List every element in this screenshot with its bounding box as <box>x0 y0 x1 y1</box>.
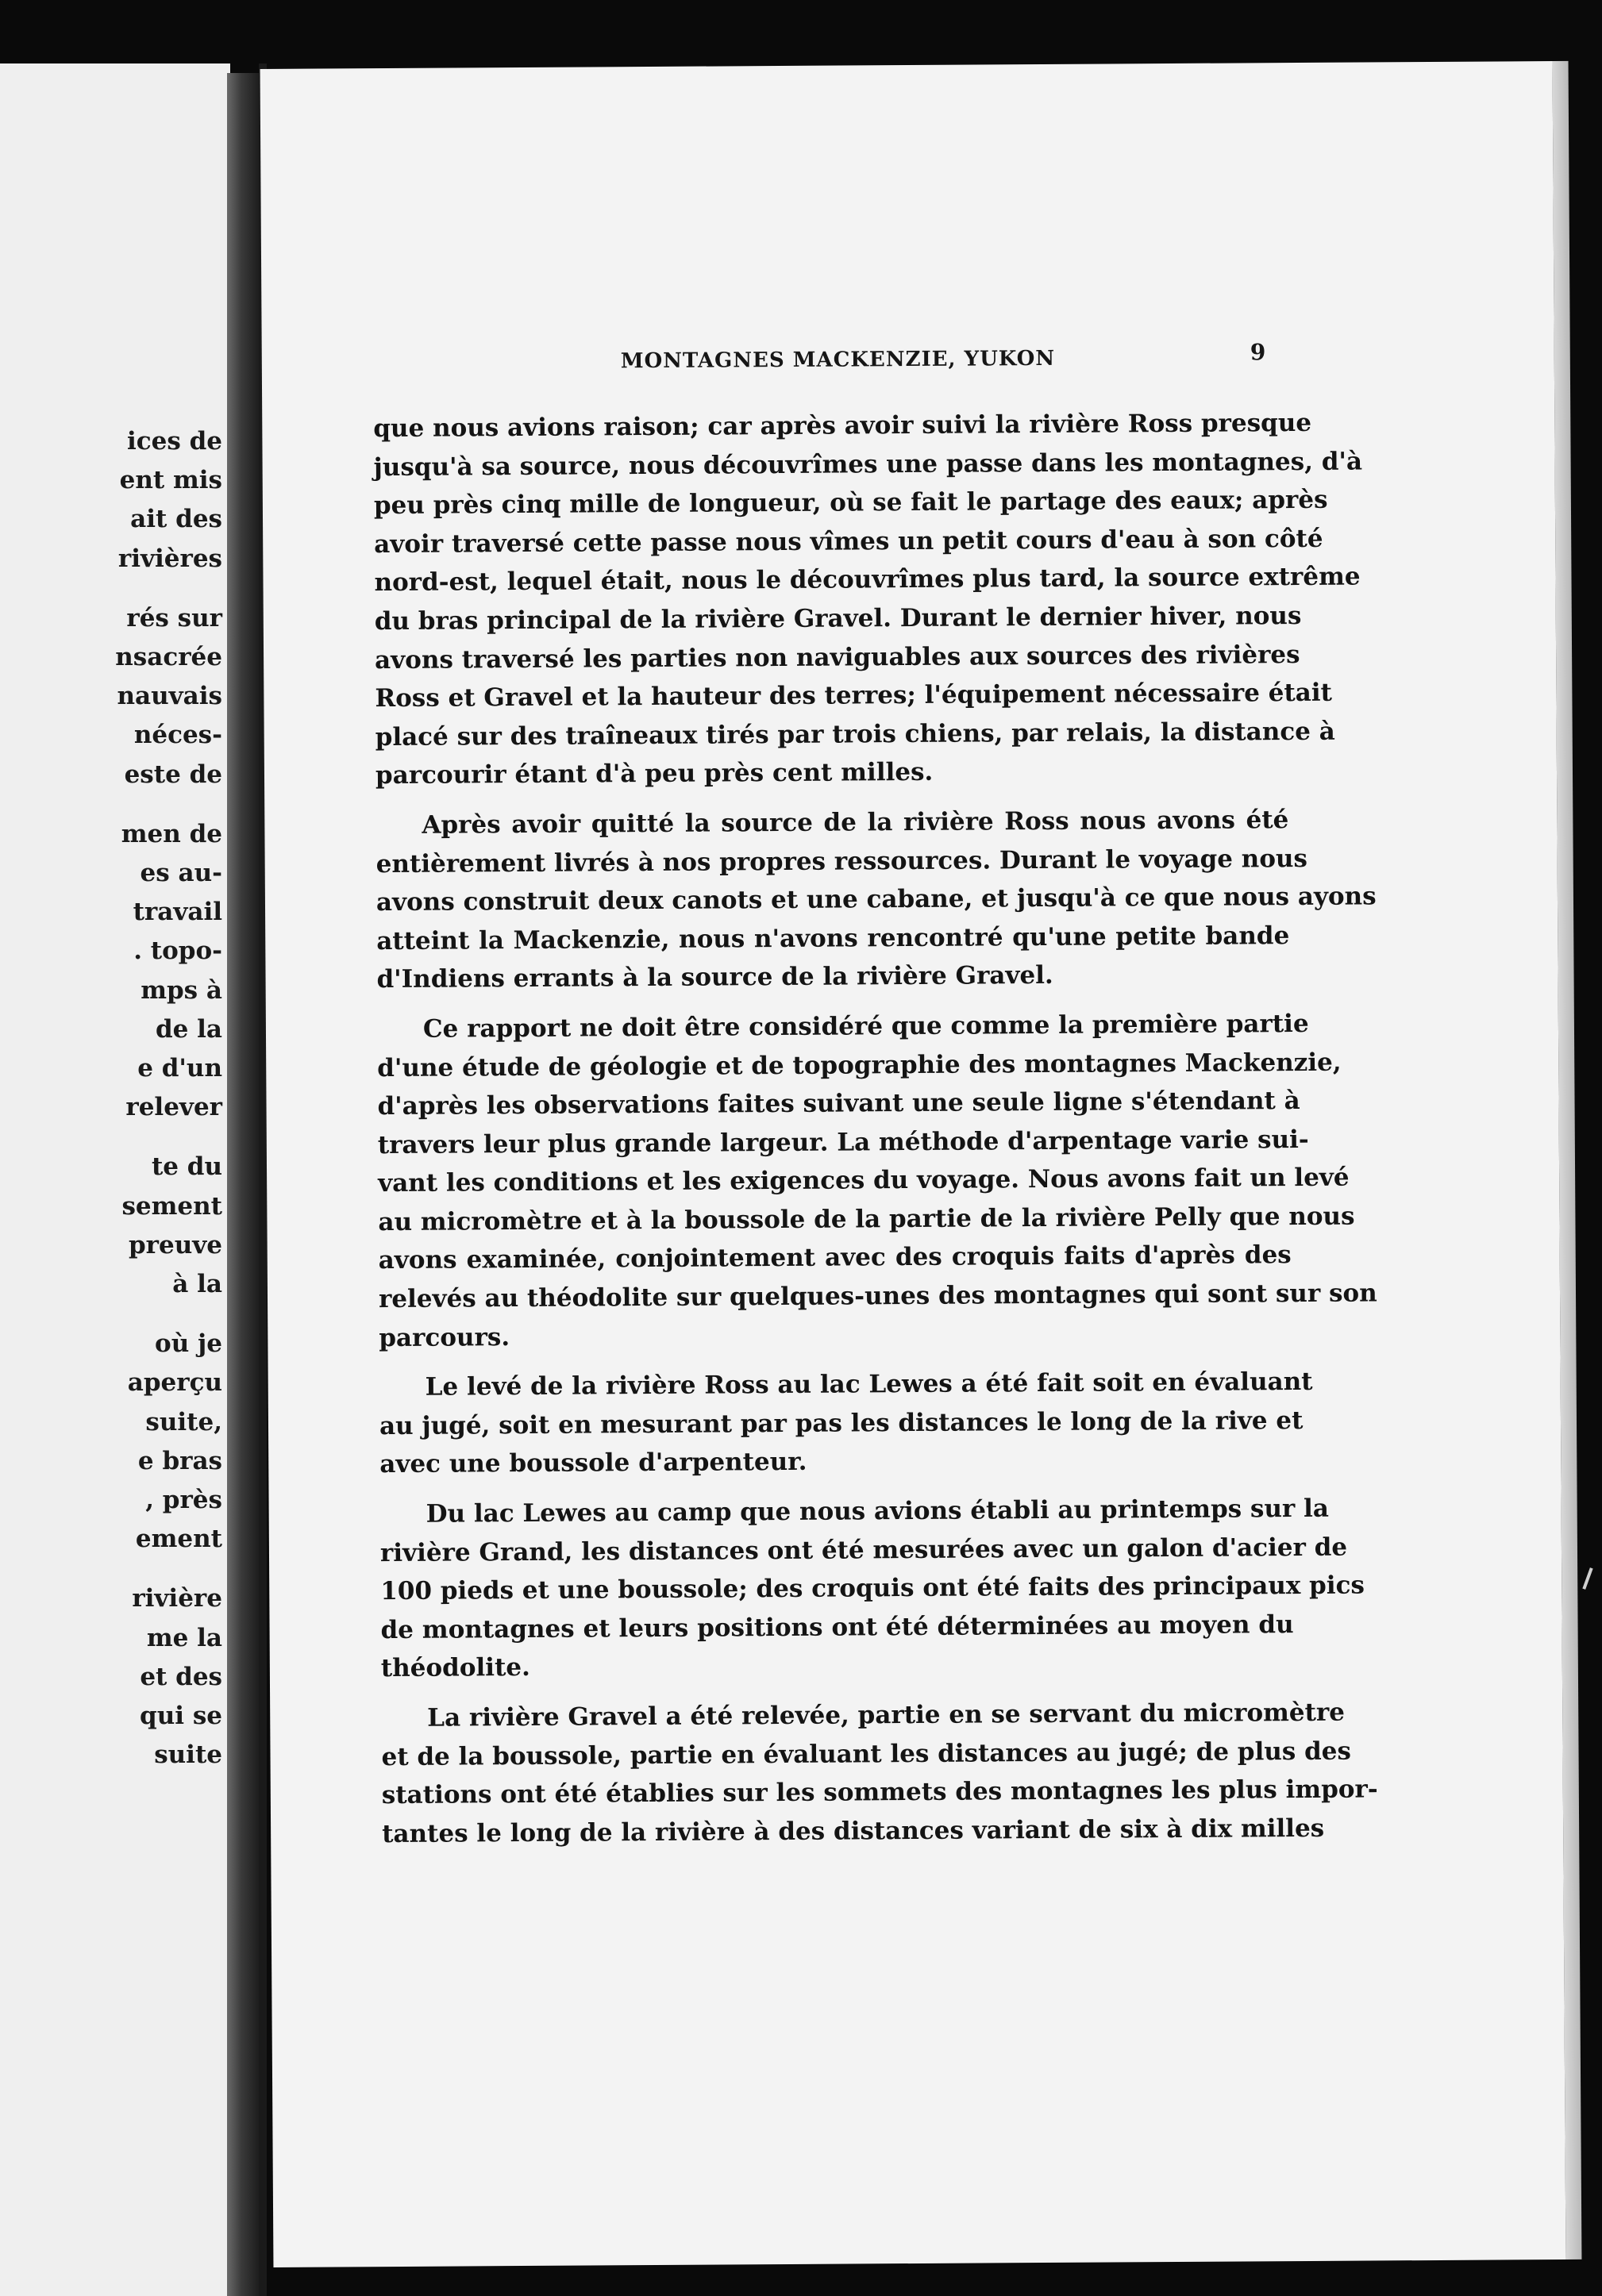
previous-page-fragment <box>0 63 230 2296</box>
previous-page-line: et des <box>140 1662 222 1691</box>
text-line: rivière Grand, les distances ont été mesurées avec un galon d'acier de <box>379 1533 1348 1567</box>
paragraph <box>377 1005 1377 1357</box>
page-number: 9 <box>1250 339 1266 366</box>
text-line: La rivière Gravel a été relevée, partie en se servant du micromètre <box>427 1698 1346 1733</box>
previous-page-line: e d'un <box>137 1054 222 1083</box>
text-line: Du lac Lewes au camp que nous avions établi au printemps sur la <box>426 1494 1330 1529</box>
text-line: travers leur plus grande largeur. La méthode d'arpentage varie sui- <box>377 1125 1309 1160</box>
previous-page-line: nsacrée <box>115 643 222 671</box>
previous-page-line: rés sur <box>126 603 222 633</box>
previous-page-line: suite, <box>145 1407 222 1436</box>
text-line: tantes le long de la rivière à des distances variant de six à dix milles <box>382 1813 1325 1848</box>
text-line: parcourir étant d'à peu près cent milles. <box>375 758 934 790</box>
text-line: avoir traversé cette passe nous vîmes un petit cours d'eau à son côté <box>374 524 1323 559</box>
text-line: que nous avions raison; car après avoir suivi la rivière Ross presque <box>373 408 1312 444</box>
running-head: MONTAGNES MACKENZIE, YUKON <box>620 346 1056 374</box>
previous-page-line: me la <box>146 1623 222 1652</box>
previous-page-line: mps à <box>141 975 222 1005</box>
previous-page-line: ent mis <box>119 466 222 495</box>
previous-page-line: aperçu <box>127 1368 222 1398</box>
text-line: Après avoir quitté la source de la rivière Ross nous avons été <box>422 806 1289 840</box>
previous-page-line: este de <box>124 760 222 789</box>
text-line: Ross et Gravel et la hauteur des terres; l'équipement nécessaire était <box>375 678 1333 713</box>
previous-page-line: suite <box>154 1740 222 1770</box>
previous-page-line: de la <box>155 1014 222 1044</box>
paragraph <box>381 1694 1378 1853</box>
previous-page-line: rivière <box>132 1584 222 1613</box>
text-line: placé sur des traîneaux tirés par trois chiens, par relais, la distance à <box>375 717 1335 752</box>
previous-page-line: nauvais <box>117 682 222 711</box>
previous-page-line: ement <box>135 1525 222 1554</box>
previous-page-line: à la <box>172 1270 222 1298</box>
previous-page-line: ices de <box>126 427 222 456</box>
text-line: de montagnes et leurs positions ont été déterminées au moyen du <box>380 1610 1294 1644</box>
previous-page-line: . topo- <box>133 936 222 966</box>
text-line: stations ont été établies sur les sommets des montagnes les plus impor- <box>381 1775 1378 1810</box>
text-line: parcours. <box>379 1322 510 1352</box>
paragraph <box>373 404 1363 795</box>
previous-page-line: te du <box>151 1152 222 1182</box>
body-text <box>373 404 1378 1864</box>
previous-page-line: es au- <box>140 859 222 887</box>
text-line: avons construit deux canots et une cabane, et jusqu'à ce que nous ayons <box>375 882 1377 917</box>
text-line: d'une étude de géologie et de topographie des montagnes Mackenzie, <box>377 1048 1342 1083</box>
text-line: nord-est, lequel était, nous le découvrîmes plus tard, la source extrême <box>374 562 1361 598</box>
text-line: d'Indiens errants à la source de la rivière Gravel. <box>376 961 1053 994</box>
text-line: atteint la Mackenzie, nous n'avons rencontré qu'une petite bande <box>376 921 1290 956</box>
book-gutter <box>227 73 259 2296</box>
text-line: Le levé de la rivière Ross au lac Lewes a été fait soit en évaluant <box>425 1367 1313 1402</box>
previous-page-line: ait des <box>130 505 222 534</box>
text-line: et de la boussole, partie en évaluant les distances au jugé; de plus des <box>381 1736 1352 1771</box>
text-line: avons traversé les parties non naviguables aux sources des rivières <box>374 640 1300 675</box>
paragraph <box>375 801 1377 999</box>
previous-page-line: sement <box>121 1191 222 1221</box>
text-line: entièrement livrés à nos propres ressources. Durant le voyage nous <box>375 844 1308 879</box>
text-line: 100 pieds et une boussole; des croquis ont été faits des principaux pics <box>380 1571 1365 1606</box>
paragraph <box>379 1490 1365 1688</box>
previous-page-line: , près <box>145 1486 222 1514</box>
text-line: jusqu'à sa source, nous découvrîmes une passe dans les montagnes, d'à <box>373 447 1363 482</box>
text-line: au micromètre et à la boussole de la partie de la rivière Pelly que nous <box>378 1202 1355 1236</box>
page-edge <box>1553 61 1582 2259</box>
previous-page-line: néces- <box>133 721 222 750</box>
previous-page-line: e bras <box>137 1446 222 1475</box>
previous-page-line: relever <box>125 1093 222 1122</box>
scan-mark <box>1582 1567 1592 1590</box>
previous-page-line: preuve <box>128 1230 222 1260</box>
text-line: avons examinée, conjointement avec des croquis faits d'après des <box>378 1240 1292 1275</box>
previous-page-line: men de <box>121 819 222 848</box>
paragraph <box>379 1363 1313 1484</box>
text-line: théodolite. <box>380 1653 530 1683</box>
book-page <box>260 61 1566 2267</box>
previous-page-line: rivières <box>117 544 222 573</box>
text-line: relevés au théodolite sur quelques-unes des montagnes qui sont sur son <box>378 1279 1377 1314</box>
text-line: avec une boussole d'arpenteur. <box>379 1448 807 1479</box>
previous-page-line: qui se <box>140 1702 222 1730</box>
text-line: au jugé, soit en mesurant par pas les distances le long de la rive et <box>379 1406 1304 1440</box>
previous-page-line: travail <box>133 898 222 927</box>
text-line: d'après les observations faites suivant une seule ligne s'étendant à <box>377 1086 1300 1121</box>
text-line: Ce rapport ne doit être considéré que comme la première partie <box>422 1009 1309 1044</box>
text-line: vant les conditions et les exigences du voyage. Nous avons fait un levé <box>378 1163 1350 1198</box>
text-line: du bras principal de la rivière Gravel. Durant le dernier hiver, nous <box>374 601 1302 636</box>
previous-page-line: où je <box>155 1329 222 1359</box>
text-line: peu près cinq mille de longueur, où se fait le partage des eaux; après <box>373 485 1328 521</box>
